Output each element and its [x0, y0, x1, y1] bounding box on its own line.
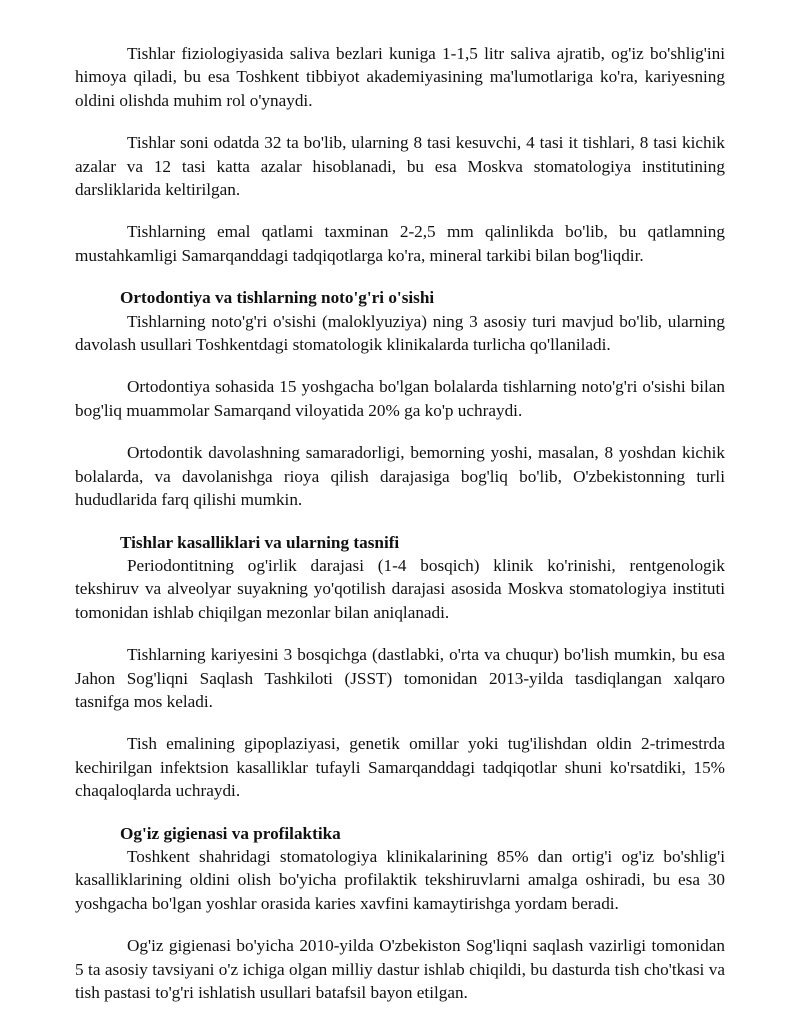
paragraph: Tish emalining gipoplaziyasi, genetik omillar yoki tug'ilishdan oldin 2-trimestrda kechirilgan infektsion kasalliklar tufayli Samarqanddagi tadqiqotlar shuni ko'rsatdiki, 15% chaqaloqlarda uchraydi. — [75, 734, 725, 801]
section-heading: Og'iz gigienasi va profilaktika — [120, 823, 341, 843]
paragraph: Ortodontiya sohasida 15 yoshgacha bo'lgan bolalarda tishlarning noto'g'ri o'sishi bilan bog'liq muammolar Samarqand viloyatida 20% ga ko'p uchraydi. — [75, 377, 725, 420]
section-heading: Ortodontiya va tishlarning noto'g'ri o'sishi — [120, 288, 435, 308]
paragraph: Ortodontik davolashning samaradorligi, bemorning yoshi, masalan, 8 yoshdan kichik bolalarda, va davolanishga rioya qilish darajasiga bog'liq bo'lib, O'zbekistonning turli hududlarida farq qilishi mumkin. — [75, 443, 725, 510]
paragraph: Tishlarning emal qatlami taxminan 2-2,5 mm qalinlikda bo'lib, bu qatlamning mustahkamligi Samarqanddagi tadqiqotlarga ko'ra, mineral tarkibi bilan bog'liqdir. — [75, 222, 725, 265]
paragraph: Tishlarning noto'g'ri o'sishi (maloklyuziya) ning 3 asosiy turi mavjud bo'lib, ularning davolash usullari Toshkentdagi stomatologik klinikalarda turlicha qo'llaniladi. — [75, 311, 725, 355]
paragraph: Og'iz gigienasi bo'yicha 2010-yilda O'zbekiston Sog'liqni saqlash vazirligi tomonidan 5 ta asosiy tavsiyani o'z ichiga olgan milliy dastur ishlab chiqildi, bu dasturda tish cho'tkasi va tish pastasi to'g'ri ishlatish usullari batafsil bayon etilgan. — [75, 936, 725, 1002]
paragraph: Toshkent shahridagi stomatologiya klinikalarining 85% dan ortig'i og'iz bo'shlig'i kasalliklarining oldini olish bo'yicha profilaktik tekshiruvlarni amalga oshiradi, bu esa 30 yoshgacha bo'lgan yoshlar orasida karies xavfini kamaytirishga yordam beradi. — [75, 846, 725, 913]
section-heading: Tishlar kasalliklari va ularning tasnifi — [120, 532, 400, 552]
paragraph: Periodontitning og'irlik darajasi (1-4 bosqich) klinik ko'rinishi, rentgenologik tekshiruv va alveolyar suyakning yo'qotilish darajasi asosida Moskva stomatologiya instituti tomonidan ishlab chiqilgan mezonlar bilan aniqlanadi. — [75, 555, 725, 622]
paragraph: Tishlarning kariyesini 3 bosqichga (dastlabki, o'rta va chuqur) bo'lish mumkin, bu esa Jahon Sog'liqni Saqlash Tashkiloti (JSST) tomonidan 2013-yilda tasdiqlangan xalqaro tasnifga mos keladi. — [75, 645, 725, 711]
paragraph: Tishlar fiziologiyasida saliva bezlari kuniga 1-1,5 litr saliva ajratib, og'iz bo'shlig'ini himoya qiladi, bu esa Toshkent tibbiyot akademiyasining ma'lumotlariga ko'ra, kariyesning oldini olishda muhim rol o'ynaydi. — [75, 44, 725, 110]
paragraph: Tishlar soni odatda 32 ta bo'lib, ularning 8 tasi kesuvchi, 4 tasi it tishlari, 8 tasi kichik azalar va 12 tasi katta azalar hisoblanadi, bu esa Moskva stomatologiya institutining darsliklarida keltirilgan. — [75, 133, 725, 200]
